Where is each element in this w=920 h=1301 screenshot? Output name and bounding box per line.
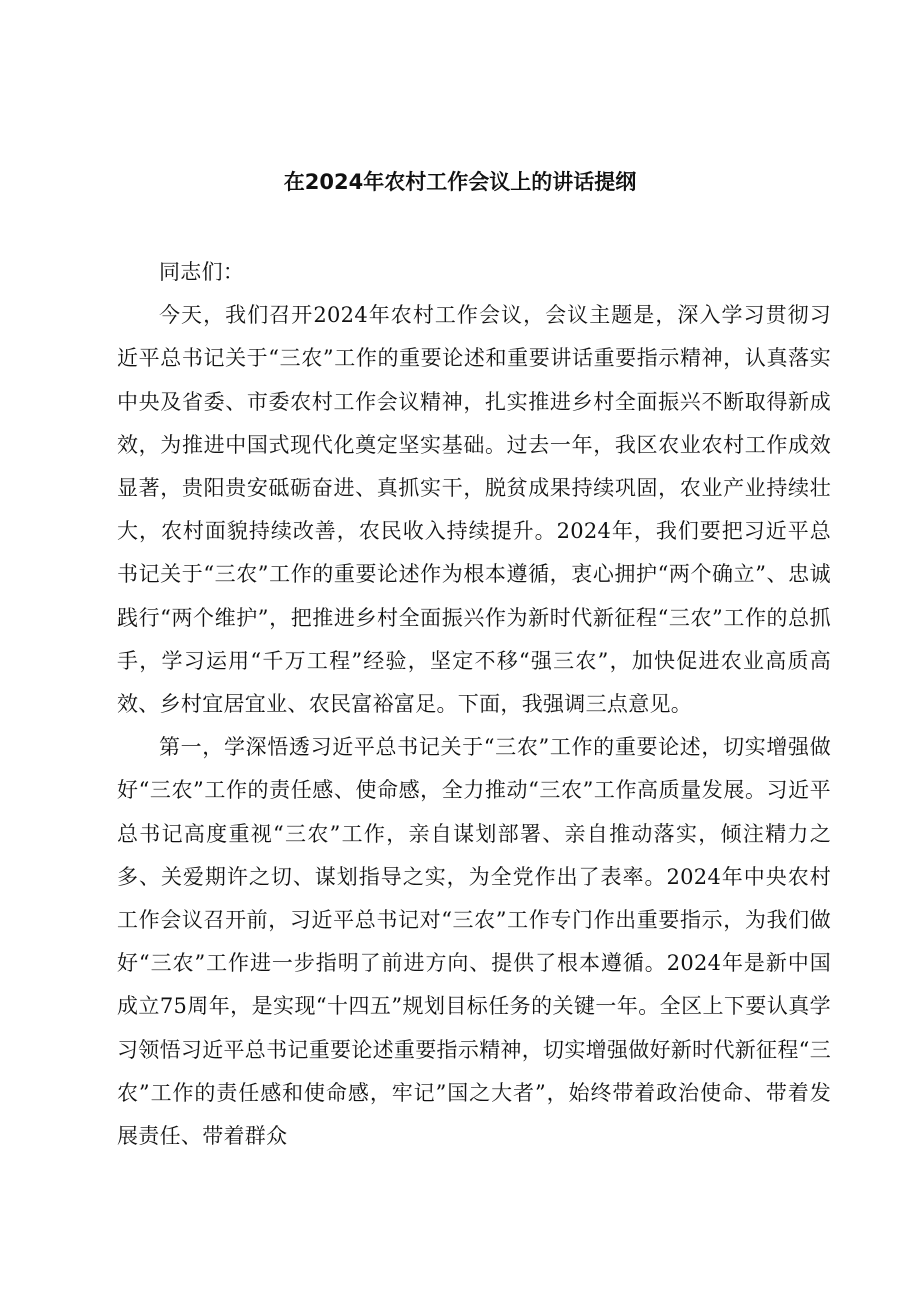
paragraph-first-point: 第一，学深悟透习近平总书记关于“三农”工作的重要论述，切实增强做好“三农”工作的责任感、使命感，全力推动“三农”工作高质量发展。习近平总书记高度重视“三农”工作，亲自谋划部署、亲自推动落实，倾注精力之多、关爱期许之切、谋划指导之实，为全党作出了表率。2024年中央农村工作会议召开前，习近平总书记对“三农”工作专门作出重要指示，为我们做好“三农”工作进一步指明了前进方向、提供了根本遵循。2024年是新中国成立75周年，是实现“十四五”规划目标任务的关键一年。全区上下要认真学习领悟习近平总书记重要论述重要指示精神，切实增强做好新时代新征程“三农”工作的责任感和使命感，牢记”国之大者”，始终带着政治使命、带着发展责任、带着群众: [117, 735, 831, 1149]
document-title: 在2024年农村工作会议上的讲话提纲: [283, 170, 637, 194]
salutation: 同志们：: [159, 260, 245, 284]
paragraph-intro: 今天，我们召开2024年农村工作会议，会议主题是，深入学习贯彻习近平总书记关于“三农”工作的重要论述和重要讲话重要指示精神，认真落实中央及省委、市委农村工作会议精神，扎实推进乡村全面振兴不断取得新成效，为推进中国式现代化奠定坚实基础。过去一年，我区农业农村工作成效显著，贵阳贵安砥砺奋进、真抓实干，脱贫成果持续巩固，农业产业持续壮大，农村面貌持续改善，农民收入持续提升。2024年，我们要把习近平总书记关于“三农”工作的重要论述作为根本遵循，衷心拥护“两个确立”、忠诚践行“两个维护”，把推进乡村全面振兴作为新时代新征程“三农”工作的总抓手，学习运用“千万工程”经验，坚定不移“强三农”，加快促进农业高质高效、乡村宜居宜业、农民富裕富足。下面，我强调三点意见。: [117, 303, 831, 717]
document-body: [117, 251, 831, 1158]
